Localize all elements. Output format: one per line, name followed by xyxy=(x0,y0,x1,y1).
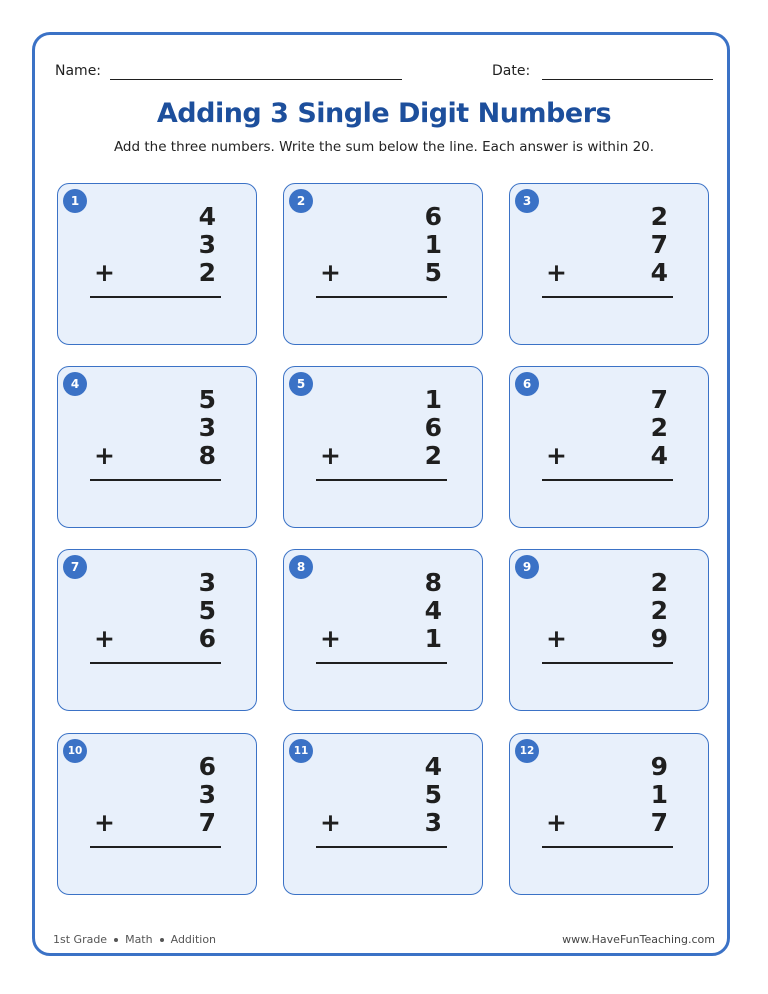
problem-card xyxy=(283,549,483,711)
plus-sign: + xyxy=(546,624,567,653)
problem-number-badge: 1 xyxy=(63,189,87,213)
problem-number-badge: 12 xyxy=(515,739,539,763)
name-line xyxy=(110,79,402,80)
addend-3: 6 xyxy=(198,624,216,653)
answer-line[interactable] xyxy=(90,479,221,481)
addend-3: 3 xyxy=(424,808,442,837)
addend-2: 5 xyxy=(198,596,216,625)
addend-3: 7 xyxy=(650,808,668,837)
problem-number-badge: 2 xyxy=(289,189,313,213)
problem-card xyxy=(283,733,483,895)
answer-line[interactable] xyxy=(542,846,673,848)
addend-2: 1 xyxy=(650,780,668,809)
problem-card xyxy=(509,183,709,345)
problem-card xyxy=(57,366,257,528)
addend-3: 4 xyxy=(650,258,668,287)
addend-2: 2 xyxy=(650,413,668,442)
answer-line[interactable] xyxy=(90,662,221,664)
addend-2: 7 xyxy=(650,230,668,259)
plus-sign: + xyxy=(94,441,115,470)
answer-line[interactable] xyxy=(316,846,447,848)
plus-sign: + xyxy=(546,808,567,837)
footer-topic: Addition xyxy=(170,933,217,946)
answer-line[interactable] xyxy=(90,846,221,848)
problem-card xyxy=(283,183,483,345)
addend-2: 3 xyxy=(198,230,216,259)
addend-1: 9 xyxy=(650,752,668,781)
problem-number-badge: 7 xyxy=(63,555,87,579)
addend-3: 1 xyxy=(424,624,442,653)
problem-number-badge: 8 xyxy=(289,555,313,579)
worksheet-title: Adding 3 Single Digit Numbers xyxy=(156,98,612,129)
addend-2: 4 xyxy=(424,596,442,625)
addend-1: 4 xyxy=(198,202,216,231)
addend-2: 1 xyxy=(424,230,442,259)
addend-3: 4 xyxy=(650,441,668,470)
answer-line[interactable] xyxy=(542,296,673,298)
answer-line[interactable] xyxy=(316,662,447,664)
problem-card xyxy=(57,733,257,895)
plus-sign: + xyxy=(94,258,115,287)
date-line xyxy=(542,79,713,80)
problem-number-badge: 3 xyxy=(515,189,539,213)
footer-subject: Math xyxy=(125,933,153,946)
answer-line[interactable] xyxy=(316,296,447,298)
addend-1: 6 xyxy=(424,202,442,231)
addend-2: 5 xyxy=(424,780,442,809)
plus-sign: + xyxy=(94,808,115,837)
problem-number-badge: 4 xyxy=(63,372,87,396)
problem-number-badge: 5 xyxy=(289,372,313,396)
problem-number-badge: 6 xyxy=(515,372,539,396)
addend-1: 5 xyxy=(198,385,216,414)
footer-dot-icon xyxy=(114,938,118,942)
plus-sign: + xyxy=(320,808,341,837)
addend-3: 2 xyxy=(198,258,216,287)
plus-sign: + xyxy=(94,624,115,653)
addend-3: 2 xyxy=(424,441,442,470)
addend-1: 4 xyxy=(424,752,442,781)
answer-line[interactable] xyxy=(90,296,221,298)
footer-dot-icon xyxy=(160,938,164,942)
plus-sign: + xyxy=(546,258,567,287)
plus-sign: + xyxy=(320,441,341,470)
addend-3: 8 xyxy=(198,441,216,470)
answer-line[interactable] xyxy=(542,479,673,481)
problem-number-badge: 11 xyxy=(289,739,313,763)
addend-1: 1 xyxy=(424,385,442,414)
addend-1: 8 xyxy=(424,568,442,597)
problem-card xyxy=(283,366,483,528)
plus-sign: + xyxy=(320,624,341,653)
plus-sign: + xyxy=(320,258,341,287)
answer-line[interactable] xyxy=(316,479,447,481)
addend-1: 2 xyxy=(650,568,668,597)
problem-number-badge: 10 xyxy=(63,739,87,763)
addend-3: 5 xyxy=(424,258,442,287)
problem-number-badge: 9 xyxy=(515,555,539,579)
addend-1: 6 xyxy=(198,752,216,781)
addend-2: 3 xyxy=(198,413,216,442)
addend-1: 2 xyxy=(650,202,668,231)
footer-tags xyxy=(53,933,216,946)
plus-sign: + xyxy=(546,441,567,470)
addend-2: 2 xyxy=(650,596,668,625)
footer-website: www.HaveFunTeaching.com xyxy=(562,933,715,946)
addend-2: 6 xyxy=(424,413,442,442)
worksheet-instructions: Add the three numbers. Write the sum below the line. Each answer is within 20. xyxy=(113,139,655,155)
addend-3: 9 xyxy=(650,624,668,653)
problem-card xyxy=(57,183,257,345)
footer-grade: 1st Grade xyxy=(53,933,108,946)
date-label: Date: xyxy=(492,63,531,79)
addend-1: 7 xyxy=(650,385,668,414)
addend-2: 3 xyxy=(198,780,216,809)
problem-card xyxy=(57,549,257,711)
problem-card xyxy=(509,366,709,528)
problem-card xyxy=(509,549,709,711)
answer-line[interactable] xyxy=(542,662,673,664)
addend-1: 3 xyxy=(198,568,216,597)
addend-3: 7 xyxy=(198,808,216,837)
name-label: Name: xyxy=(55,63,102,79)
problem-card xyxy=(509,733,709,895)
